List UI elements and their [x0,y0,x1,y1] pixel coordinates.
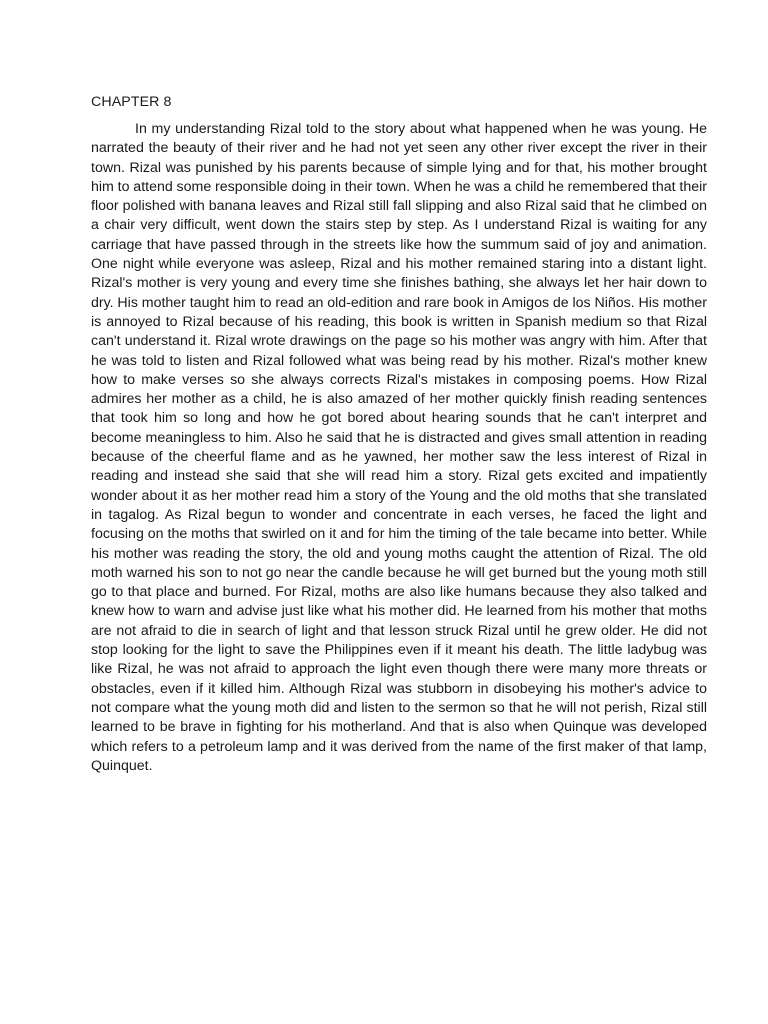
chapter-body-paragraph: In my understanding Rizal told to the story about what happened when he was young. He narrated the beauty of their river and he had not yet seen any other river except the river in their town. Rizal was punished by his parents because of simple lying and for that, his mother brought him to attend some responsible doing in their town. When he was a child he remembered that their floor polished with banana leaves and Rizal still fall slipping and also Rizal said that he climbed on a chair very difficult, went down the stairs step by step. As I understand Rizal is waiting for any carriage that have passed through in the streets like how the summum said of joy and animation. One night while everyone was asleep, Rizal and his mother remained staring into a distant light. Rizal's mother is very young and every time she finishes bathing, she always let her hair down to dry. His mother taught him to read an old-edition and rare book in Amigos de los Niños. His mother is annoyed to Rizal because of his reading, this book is written in Spanish medium so that Rizal can't understand it. Rizal wrote drawings on the page so his mother was angry with him. After that he was told to listen and Rizal followed what was being read by his mother. Rizal's mother knew how to make verses so she always corrects Rizal's mistakes in composing poems. How Rizal admires her mother as a child, he is also amazed of her mother quickly finish reading sentences that took him so long and how he got bored about hearing sounds that he can't interpret and become meaningless to him. Also he said that he is distracted and gives small attention in reading because of the cheerful flame and as he yawned, her mother saw the less interest of Rizal in reading and instead she said that she will read him a story. Rizal gets excited and impatiently wonder about it as her mother read him a story of the Young and the old moths that she translated in tagalog. As Rizal begun to wonder and concentrate in each verses, he faced the light and focusing on the moths that swirled on it and for him the timing of the tale became into better. While his mother was reading the story, the old and young moths caught the attention of Rizal. The old moth warned his son to not go near the candle because he will get burned but the young moth still go to that place and burned. For Rizal, moths are also like humans because they also talked and knew how to warn and advise just like what his mother did. He learned from his mother that moths are not afraid to die in search of light and that lesson struck Rizal until he grew older. He did not stop looking for the light to save the Philippines even if it meant his death. The little ladybug was like Rizal, he was not afraid to approach the light even though there were many more threats or obstacles, even if it killed him. Although Rizal was stubborn in disobeying his mother's advice to not compare what the young moth did and listen to the sermon so that he will not perish, Rizal still learned to be brave in fighting for his motherland. And that is also when Quinque was developed which refers to a petroleum lamp and it was derived from the name of the first maker of that lamp, Quinquet. [91,121,707,774]
chapter-heading: CHAPTER 8 [91,94,172,110]
